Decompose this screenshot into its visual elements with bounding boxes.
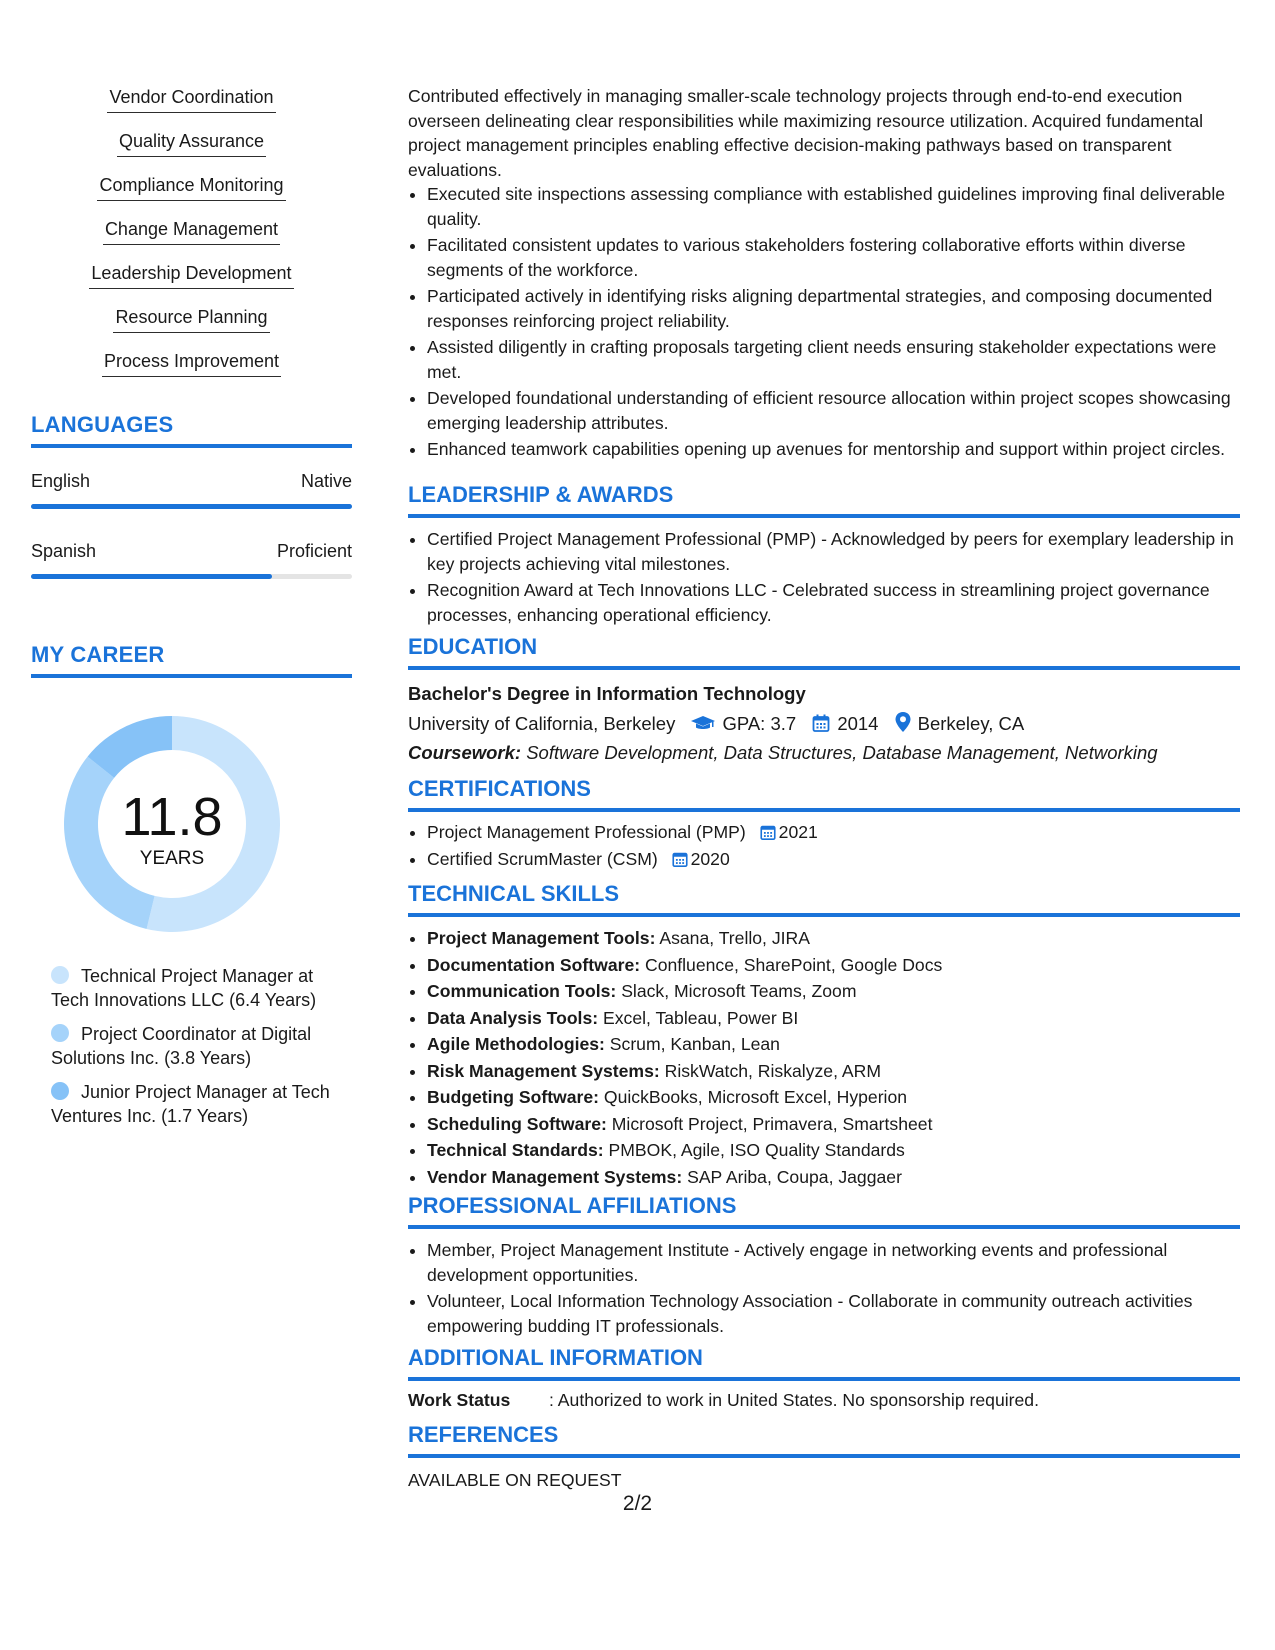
calendar-icon [811, 713, 831, 733]
tech-skill-label: Budgeting Software: [427, 1087, 600, 1107]
tech-skill-item [427, 1165, 1240, 1190]
skill-tag: Quality Assurance [117, 128, 266, 157]
career-legend-item [51, 964, 341, 1012]
skill-tag: Compliance Monitoring [97, 172, 285, 201]
tech-skill-value: PMBOK, Agile, ISO Quality Standards [608, 1140, 905, 1160]
certifications-heading: CERTIFICATIONS [408, 776, 1240, 812]
references-heading: REFERENCES [408, 1422, 1240, 1458]
language-bar [31, 504, 352, 509]
leadership-item: • Recognition Award at Tech Innovations LLC - Celebrated success in streamlining project governance processes, enhancing operational efficiency. [427, 578, 1240, 627]
affiliation-item: • Volunteer, Local Information Technology Association - Collaborate in community outreach activities empowering budding IT professionals. [427, 1289, 1240, 1338]
leadership-item: • Certified Project Management Professional (PMP) - Acknowledged by peers for exemplary leadership in key projects achieving vital milestones. [427, 527, 1240, 576]
legend-dot [51, 1024, 69, 1042]
career-legend-item [51, 1080, 341, 1128]
calendar-icon [759, 823, 777, 841]
additional-info-section [408, 1388, 1240, 1412]
career-legend-text: Technical Project Manager at Tech Innovations LLC (6.4 Years) [51, 966, 317, 1010]
experience-bullet: • Facilitated consistent updates to various stakeholders fostering collaborative efforts within diverse segments of the workforce. [427, 233, 1240, 282]
certification-item [427, 820, 1240, 845]
technical-skills-heading: TECHNICAL SKILLS [408, 881, 1240, 917]
career-legend-item [51, 1022, 341, 1070]
tech-skill-label: Scheduling Software: [427, 1113, 607, 1134]
certification-item [427, 847, 1240, 872]
references-text: AVAILABLE ON REQUEST [408, 1470, 622, 1490]
gpa: GPA: 3.7 [722, 712, 797, 734]
certification-name: Project Management Professional (PMP) [427, 822, 746, 842]
language-level: Native [300, 471, 352, 491]
tech-skill-item [427, 1032, 1240, 1057]
graduation-year: 2014 [837, 712, 879, 734]
leadership-heading: LEADERSHIP & AWARDS [408, 482, 1240, 518]
work-status-label: Work Status [408, 1390, 511, 1410]
language-name: English [31, 471, 91, 491]
career-legend [51, 964, 341, 1138]
leadership-section [408, 527, 1240, 629]
tech-skill-label: Project Management Tools: [427, 928, 656, 948]
languages-heading: LANGUAGES [31, 412, 352, 448]
career-legend-text: Project Coordinator at Digital Solutions Inc. (3.8 Years) [51, 1024, 312, 1068]
language-bar [31, 574, 352, 579]
calendar-icon [671, 850, 689, 868]
language-item [31, 540, 352, 579]
certification-year: 2021 [778, 822, 818, 842]
tech-skill-value: Microsoft Project, Primavera, Smartsheet [611, 1113, 933, 1134]
skill-tags [31, 84, 352, 392]
tech-skill-item [427, 979, 1240, 1004]
coursework [408, 738, 1240, 768]
tech-skill-item [427, 1059, 1240, 1084]
tech-skill-item [427, 1085, 1240, 1110]
tech-skill-item [427, 1138, 1240, 1163]
tech-skill-label: Vendor Management Systems: [427, 1166, 683, 1187]
education-details [408, 709, 1240, 739]
career-section [31, 642, 352, 678]
graduation-cap-icon [690, 713, 716, 733]
tech-skill-label: Technical Standards: [427, 1140, 604, 1160]
legend-dot [51, 966, 69, 984]
experience-bullet: • Participated actively in identifying risks aligning departmental strategies, and composing documented responses reinforcing project reliability. [427, 284, 1240, 333]
languages-section [31, 412, 352, 579]
skill-tag: Change Management [103, 216, 280, 245]
certifications-section [408, 820, 1240, 873]
tech-skill-value: RiskWatch, Riskalyze, ARM [664, 1060, 881, 1081]
tech-skill-label: Documentation Software: [427, 954, 641, 975]
tech-skill-value: Asana, Trello, JIRA [659, 928, 810, 948]
tech-skill-label: Data Analysis Tools: [427, 1007, 599, 1028]
skill-tag: Vendor Coordination [107, 84, 275, 113]
additional-info-heading: ADDITIONAL INFORMATION [408, 1345, 1240, 1381]
skill-tag: Process Improvement [102, 348, 281, 377]
experience-bullets [408, 182, 1240, 462]
tech-skill-item [427, 926, 1240, 951]
language-bar-fill [31, 574, 272, 579]
education-heading: EDUCATION [408, 634, 1240, 670]
language-name: Spanish [31, 541, 97, 561]
career-total-years: 11.8 [121, 787, 223, 847]
experience-bullet: • Enhanced teamwork capabilities opening up avenues for mentorship and support within project circles. [427, 437, 1240, 462]
school: University of California, Berkeley [408, 712, 676, 734]
career-years-label: YEARS [139, 848, 205, 869]
career-donut-chart [64, 716, 280, 932]
education-section [408, 679, 1240, 768]
degree: Bachelor's Degree in Information Technology [408, 683, 806, 704]
technical-skills-section [408, 926, 1240, 1191]
coursework-label: Coursework: [408, 742, 522, 763]
tech-skill-value: Slack, Microsoft Teams, Zoom [621, 981, 857, 1001]
experience-section [408, 84, 1240, 464]
affiliations-section [408, 1238, 1240, 1340]
tech-skill-item [427, 953, 1240, 978]
tech-skill-value: Confluence, SharePoint, Google Docs [644, 954, 943, 975]
tech-skill-item [427, 1006, 1240, 1031]
skill-tag: Resource Planning [113, 304, 269, 333]
language-level: Proficient [276, 541, 352, 561]
tech-skill-value: SAP Ariba, Coupa, Jaggaer [687, 1166, 902, 1187]
tech-skill-value: Excel, Tableau, Power BI [602, 1007, 799, 1028]
experience-bullet: • Executed site inspections assessing compliance with established guidelines improving final deliverable quality. [427, 182, 1240, 231]
experience-bullet: • Assisted diligently in crafting proposals targeting client needs ensuring stakeholder expectations were met. [427, 335, 1240, 384]
affiliations-heading: PROFESSIONAL AFFILIATIONS [408, 1193, 1240, 1229]
tech-skill-item [427, 1112, 1240, 1137]
education-location: Berkeley, CA [917, 712, 1025, 734]
career-heading: MY CAREER [31, 642, 352, 678]
certification-name: Certified ScrumMaster (CSM) [427, 848, 658, 869]
tech-skill-label: Agile Methodologies: [427, 1034, 605, 1054]
experience-intro: Contributed effectively in managing smaller-scale technology projects through end-to-end execution overseen delineating clear responsibilities while maximizing resource utilization. Acquired fundamental project management principles enabling effective decision-making pathways based on transparent evaluations. [408, 86, 1204, 180]
tech-skill-value: QuickBooks, Microsoft Excel, Hyperion [603, 1087, 908, 1107]
work-status-value: : Authorized to work in United States. No sponsorship required. [549, 1390, 1039, 1410]
career-legend-text: Junior Project Manager at Tech Ventures Inc. (1.7 Years) [51, 1082, 330, 1126]
legend-dot [51, 1082, 69, 1100]
certification-year: 2020 [690, 848, 730, 869]
language-bar-fill [31, 504, 352, 509]
location-pin-icon [894, 711, 912, 733]
tech-skill-label: Communication Tools: [427, 981, 617, 1001]
affiliation-item: • Member, Project Management Institute - Actively engage in networking events and professional development opportunities. [427, 1238, 1240, 1287]
page-number: 2/2 [622, 1492, 653, 1515]
skill-tag: Leadership Development [89, 260, 293, 289]
coursework-list: Software Development, Data Structures, Database Management, Networking [526, 742, 1158, 763]
tech-skill-label: Risk Management Systems: [427, 1060, 660, 1081]
language-item [31, 470, 352, 509]
experience-bullet: • Developed foundational understanding of efficient resource allocation within project scopes showcasing emerging leadership attributes. [427, 386, 1240, 435]
tech-skill-value: Scrum, Kanban, Lean [609, 1034, 780, 1054]
